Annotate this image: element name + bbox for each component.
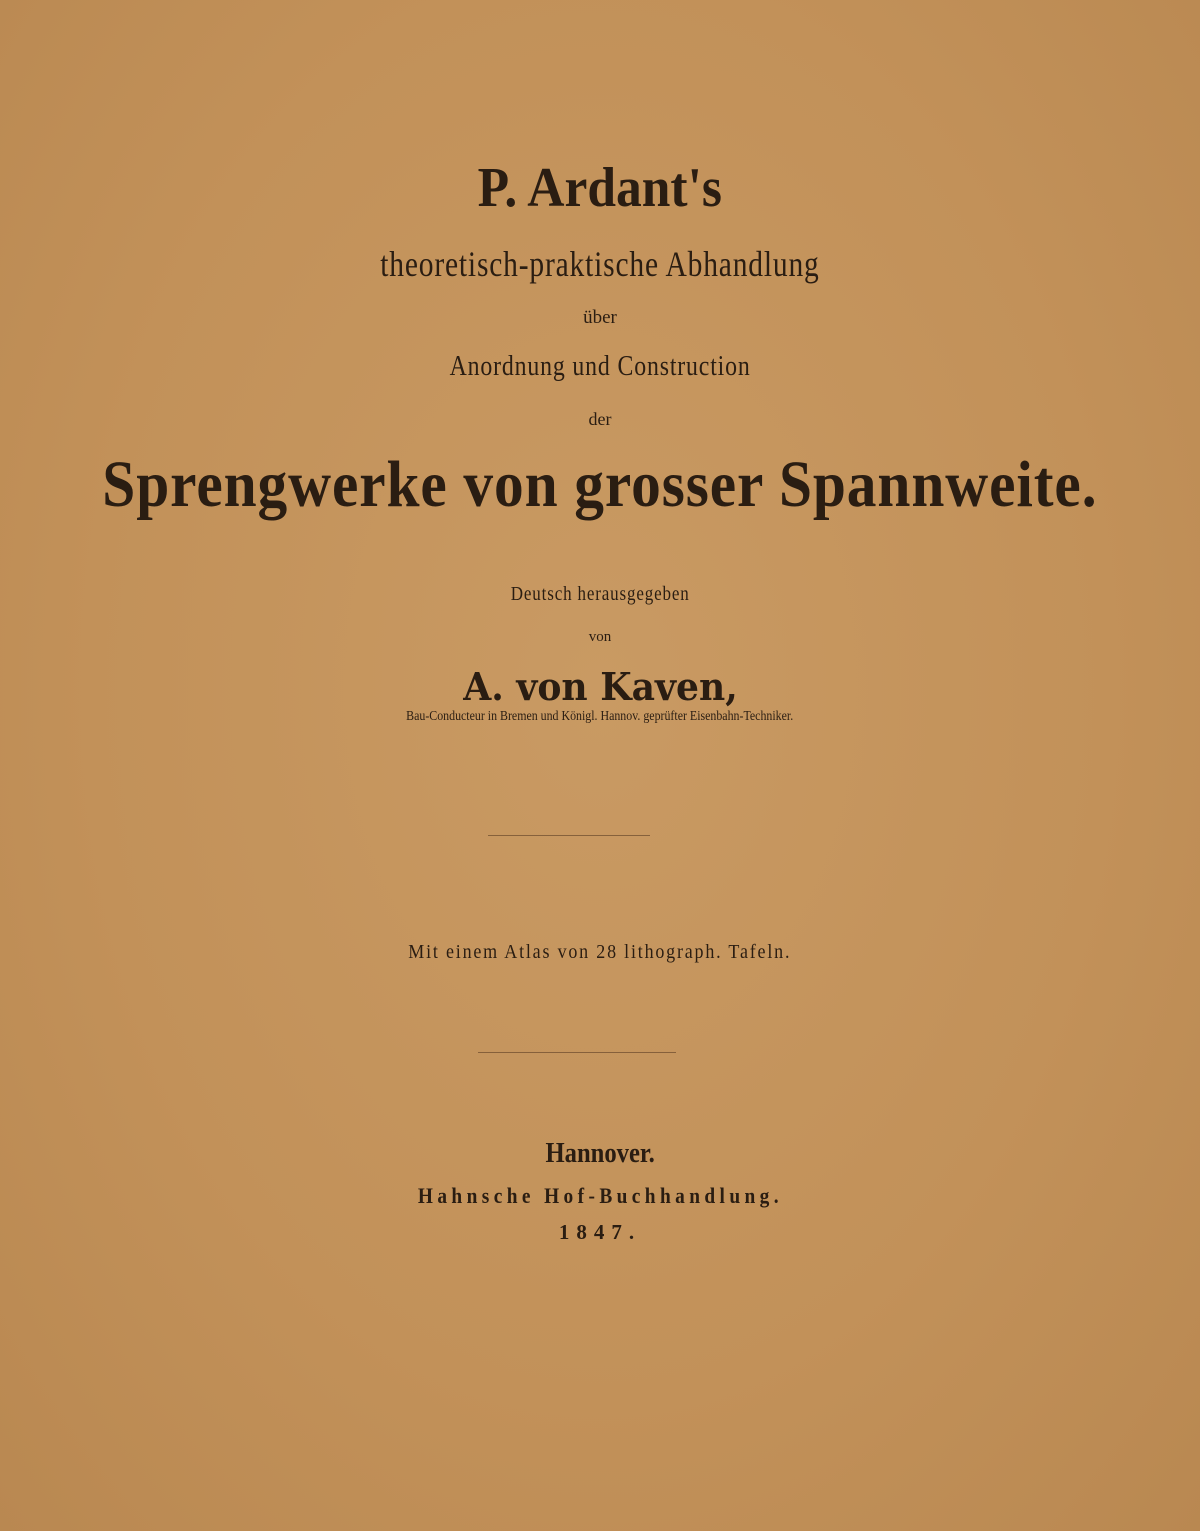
publication-year: 1847. — [558, 1220, 642, 1244]
editor-name: A. von Kaven, — [462, 664, 738, 709]
divider-rule — [488, 835, 650, 836]
editor-description: Bau-Conducteur in Bremen und Königl. Hannov. geprüfter Eisenbahn-Techniker. — [406, 709, 794, 724]
publisher: Hahnsche Hof-Buchhandlung. — [417, 1183, 783, 1208]
atlas-note: Mit einem Atlas von 28 lithograph. Tafeln. — [408, 941, 792, 963]
edited-line: Deutsch herausgegeben — [510, 583, 690, 605]
by-line: von — [588, 629, 612, 645]
divider-rule — [478, 1052, 676, 1053]
subtitle-line-1: theoretisch-praktische Abhandlung — [380, 244, 820, 284]
publication-place: Hannover. — [545, 1138, 655, 1169]
author-title: P. Ardant's — [477, 157, 723, 219]
subtitle-line-3: Anordnung und Construction — [449, 351, 751, 382]
main-title: Sprengwerke von grosser Spannweite. — [102, 448, 1098, 521]
subtitle-line-4: der — [588, 409, 612, 429]
subtitle-line-2: über — [583, 307, 617, 328]
